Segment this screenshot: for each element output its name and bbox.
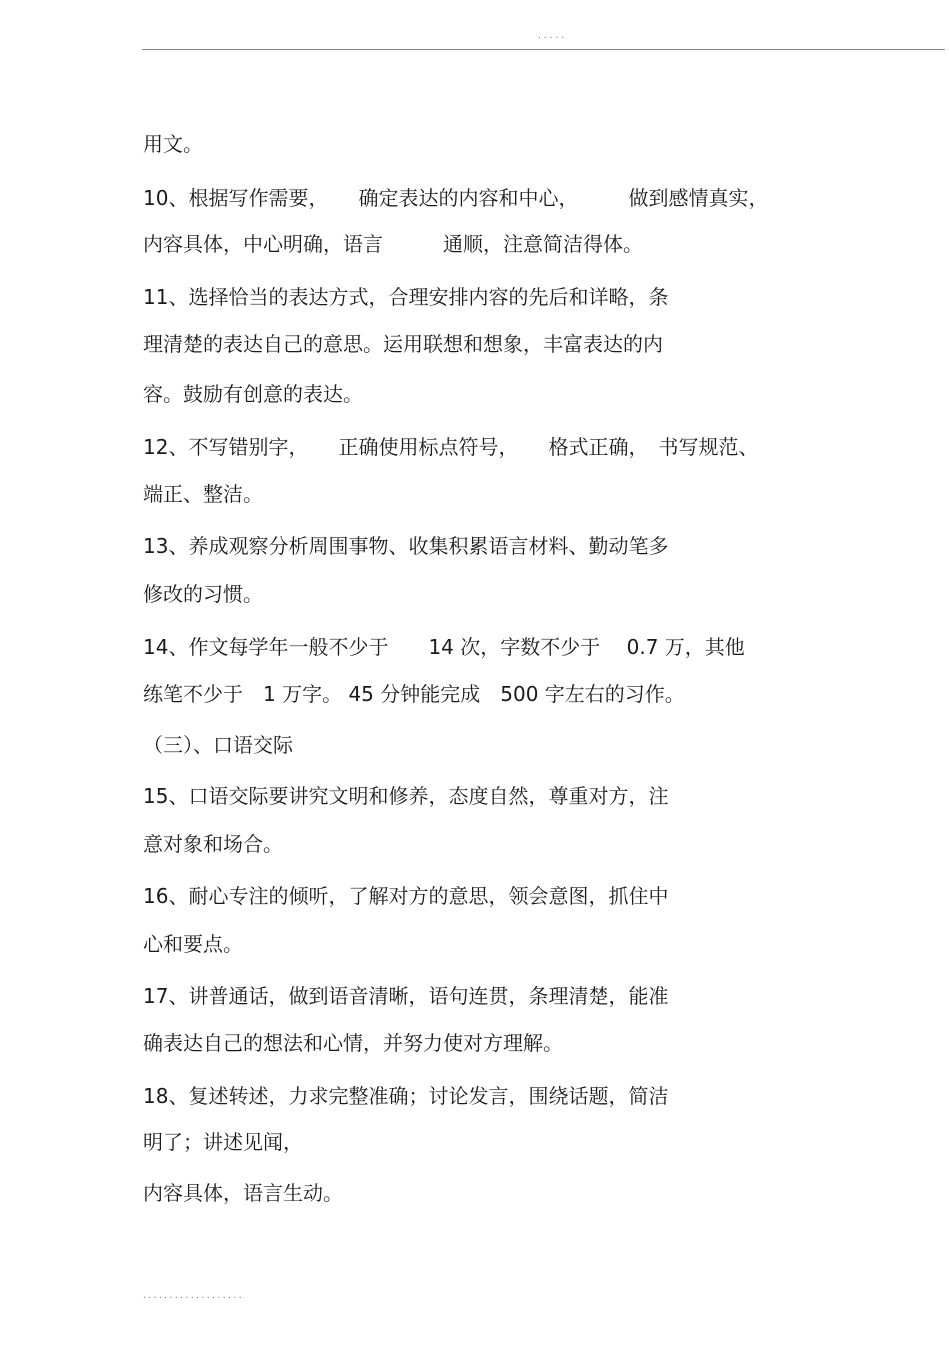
text-line: 理清楚的表达自己的意思。运用联想和想象，丰富表达的内 bbox=[143, 332, 663, 356]
text-line: 确表达自己的想法和心情，并努力使对方理解。 bbox=[143, 1031, 563, 1055]
text-line: 意对象和场合。 bbox=[143, 832, 283, 856]
text-line: 用文。 bbox=[143, 132, 203, 156]
text-line: 内容具体，中心明确，语言 通顺，注意简洁得体。 bbox=[143, 232, 643, 256]
text-line: 修改的习惯。 bbox=[143, 582, 263, 606]
text-line: 内容具体，语言生动。 bbox=[143, 1181, 343, 1205]
text-line: 容。鼓励有创意的表达。 bbox=[143, 382, 363, 406]
text-line: 13、养成观察分析周围事物、收集积累语言材料、勤动笔多 bbox=[143, 534, 669, 558]
text-line: 18、复述转述，力求完整准确；讨论发言，围绕话题，简洁 bbox=[143, 1084, 669, 1108]
header-mark: ..... bbox=[537, 31, 567, 40]
text-line: 15、口语交际要讲究文明和修养，态度自然，尊重对方，注 bbox=[143, 784, 669, 808]
text-line: 端正、整洁。 bbox=[143, 482, 263, 506]
footer-mark: ................... bbox=[142, 1291, 244, 1300]
text-line: 16、耐心专注的倾听，了解对方的意思，领会意图，抓住中 bbox=[143, 884, 669, 908]
text-line: 10、根据写作需要， 确定表达的内容和中心， 做到感情真实， bbox=[143, 186, 769, 210]
text-line: 14、作文每学年一般不少于 14 次，字数不少于 0.7 万，其他 bbox=[143, 635, 745, 659]
text-line: 11、选择恰当的表达方式，合理安排内容的先后和详略，条 bbox=[143, 285, 669, 309]
section-heading: （三）、口语交际 bbox=[143, 733, 293, 757]
text-line: 17、讲普通话，做到语音清晰，语句连贯，条理清楚，能准 bbox=[143, 984, 669, 1008]
header-rule bbox=[142, 49, 945, 50]
text-line: 12、不写错别字， 正确使用标点符号， 格式正确， 书写规范、 bbox=[143, 435, 759, 459]
text-line: 心和要点。 bbox=[143, 932, 243, 956]
text-line: 练笔不少于 1 万字。 45 分钟能完成 500 字左右的习作。 bbox=[143, 682, 685, 706]
text-line: 明了；讲述见闻， bbox=[143, 1130, 303, 1154]
